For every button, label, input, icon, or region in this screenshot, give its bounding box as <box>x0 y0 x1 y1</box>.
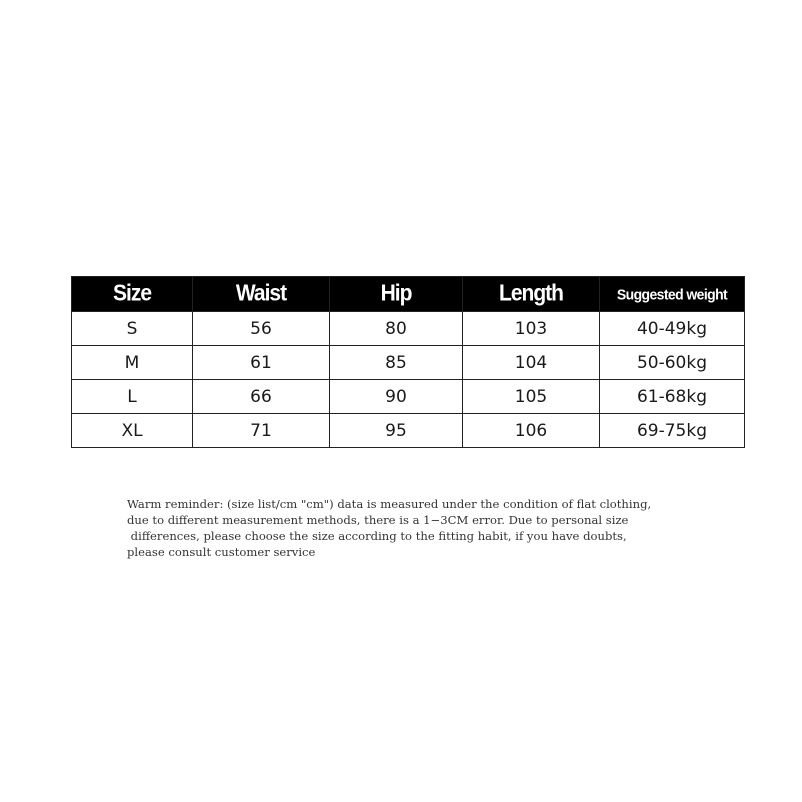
header-size: Size <box>72 277 193 312</box>
size-chart-body <box>72 312 745 448</box>
cell-size: L <box>72 380 193 414</box>
header-hip: Hip <box>330 277 463 312</box>
header-row <box>72 277 745 312</box>
cell-weight: 50-60kg <box>600 346 745 380</box>
cell-hip: 80 <box>330 312 463 346</box>
note-line: differences, please choose the size according to the fitting habit, if you have doubts, <box>127 529 627 543</box>
cell-size: S <box>72 312 193 346</box>
size-chart-header <box>72 277 745 312</box>
cell-length: 106 <box>463 414 600 448</box>
cell-size: M <box>72 346 193 380</box>
warm-reminder-note <box>127 496 747 560</box>
cell-hip: 90 <box>330 380 463 414</box>
cell-weight: 40-49kg <box>600 312 745 346</box>
table-row <box>72 414 745 448</box>
table-row <box>72 312 745 346</box>
cell-waist: 61 <box>193 346 330 380</box>
size-chart-table <box>71 276 745 448</box>
note-line: due to different measurement methods, there is a 1−3CM error. Due to personal size <box>127 513 629 527</box>
cell-size: XL <box>72 414 193 448</box>
header-suggested-weight: Suggested weight <box>600 277 745 312</box>
cell-waist: 71 <box>193 414 330 448</box>
header-length: Length <box>463 277 600 312</box>
cell-length: 105 <box>463 380 600 414</box>
table-row <box>72 346 745 380</box>
cell-waist: 66 <box>193 380 330 414</box>
cell-length: 104 <box>463 346 600 380</box>
cell-length: 103 <box>463 312 600 346</box>
header-waist: Waist <box>193 277 330 312</box>
note-line: please consult customer service <box>127 545 316 559</box>
table-row <box>72 380 745 414</box>
cell-waist: 56 <box>193 312 330 346</box>
cell-weight: 61-68kg <box>600 380 745 414</box>
note-line: Warm reminder: (size list/cm "cm") data is measured under the condition of flat clothing, <box>127 497 652 511</box>
cell-weight: 69-75kg <box>600 414 745 448</box>
cell-hip: 85 <box>330 346 463 380</box>
cell-hip: 95 <box>330 414 463 448</box>
